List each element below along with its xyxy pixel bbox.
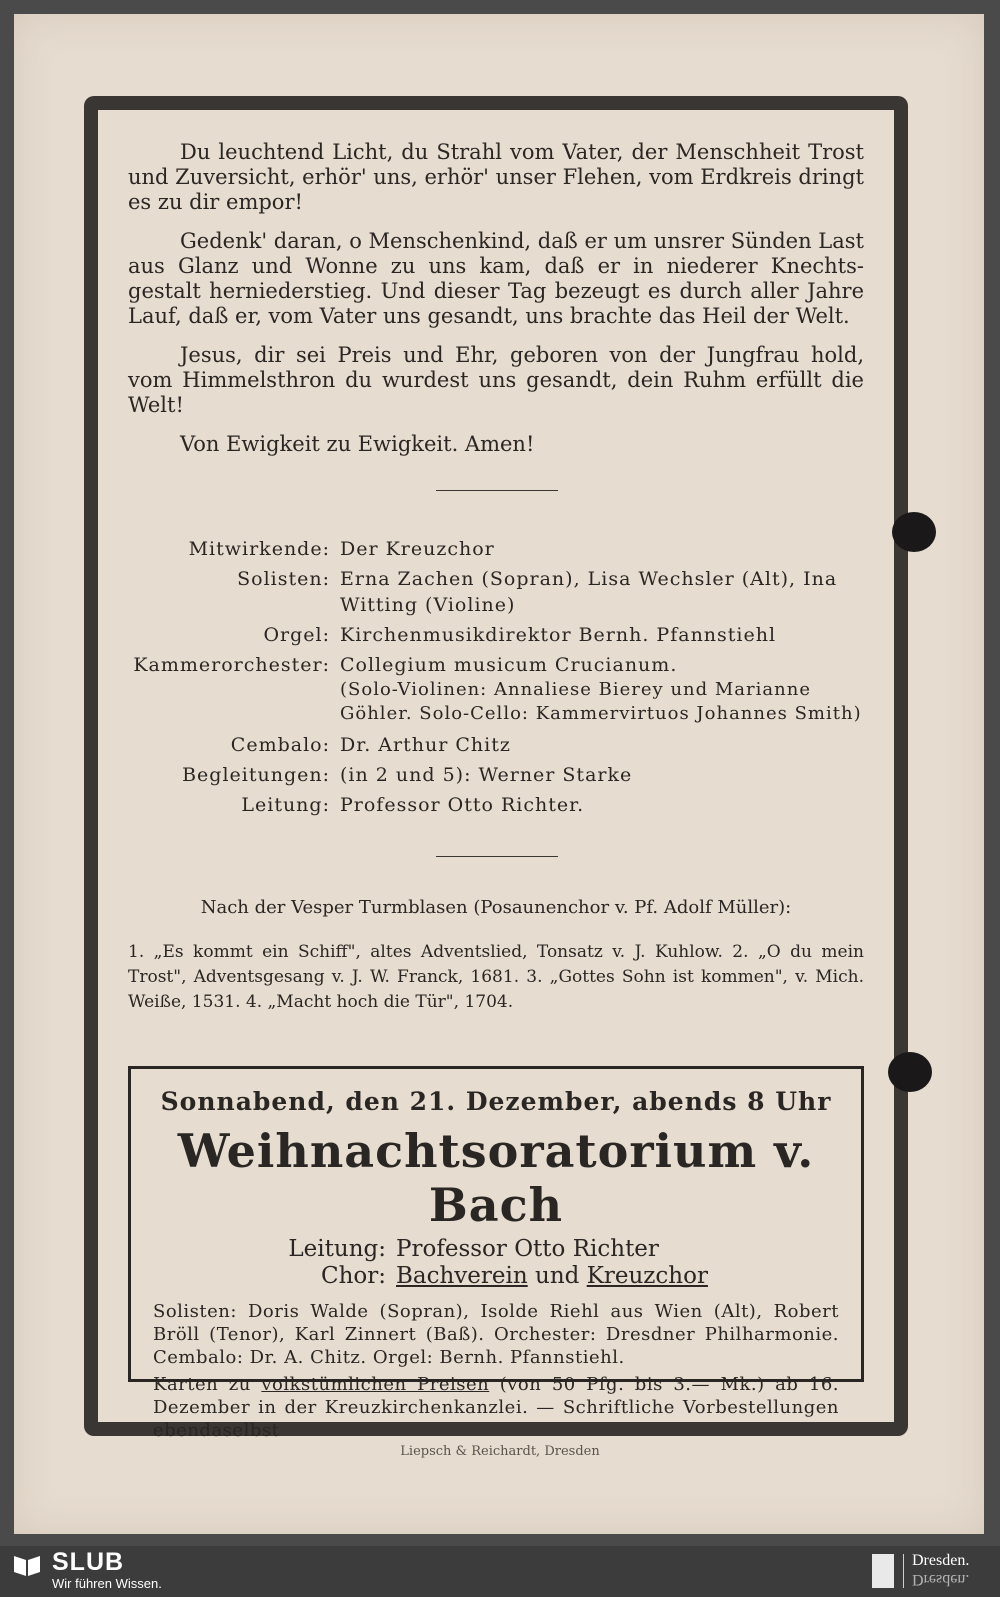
chor-value (396, 1263, 716, 1290)
slub-tagline: Wir führen Wissen. (52, 1576, 162, 1591)
announcement-title: Weihnachtsoratorium v. Bach (177, 1124, 815, 1232)
cast-label: Cembalo: (230, 734, 330, 756)
cast-row (128, 792, 868, 818)
turmblasen-title: Nach der Vesper Turmblasen (Posaunenchor v. Pf. Adolf Müller): (200, 897, 792, 918)
printer-imprint: Liepsch & Reichardt, Dresden (400, 1444, 600, 1459)
footer-divider (903, 1554, 904, 1588)
cast-label: Solisten: (237, 568, 330, 590)
dresden-logo-text[interactable]: Dresden. (912, 1552, 970, 1569)
announcement-box (128, 1066, 864, 1441)
announcement-credits (131, 1236, 861, 1290)
dresden-logo-mirror: Dresden. (912, 1571, 970, 1588)
chor-und: und (527, 1263, 587, 1289)
cast-row (128, 536, 868, 562)
chor-label: Chor: (320, 1263, 386, 1289)
hymn-text (128, 140, 864, 471)
cast-list (128, 536, 868, 822)
announcement-soloists: Solisten: Doris Walde (Sopran), Isolde Riehl aus Wien (Alt), Robert Bröll (Tenor), Karl Zinnert (Baß). Orchester: Dresdner Philharmonie. Cembalo: Dr. A. Chitz. Orgel: Bernh. Pfannstiehl. (153, 1301, 839, 1368)
leitung-line (131, 1236, 861, 1263)
cast-row (128, 732, 868, 758)
chor-kreuzchor: Kreuzchor (586, 1263, 708, 1289)
cast-label: Leitung: (241, 794, 330, 816)
ticket-info (153, 1373, 839, 1442)
slub-logo-text[interactable]: SLUB (52, 1548, 125, 1576)
leitung-value: Professor Otto Richter (396, 1236, 659, 1262)
cast-label: Kammerorchester: (133, 654, 330, 676)
cast-row (128, 622, 868, 648)
footer-bar (0, 1546, 1000, 1597)
punch-hole-upper (892, 512, 936, 552)
cast-value: Professor Otto Richter. (340, 794, 585, 816)
orchestra-soloists-note: (Solo-Violinen: Annaliese Bierey und Marianne Göhler. Solo-Cello: Kammervirtuos Johannes Smith) (340, 679, 862, 724)
ticket-prices: volkstümlichen Preisen (261, 1374, 490, 1395)
hymn-paragraph-1: Du leuchtend Licht, du Strahl vom Vater, der Menschheit Trost und Zuversicht, erhör' uns, erhör' unser Flehen, vom Erdkreis dringt es zu dir empor! (128, 140, 864, 214)
chor-bachverein: Bachverein (396, 1263, 528, 1289)
leitung-label: Leitung: (288, 1236, 386, 1262)
cast-row (128, 566, 868, 618)
dresden-crest-icon (872, 1554, 894, 1588)
ticket-pre: Karten zu (153, 1374, 262, 1395)
cast-label: Orgel: (263, 624, 330, 646)
cast-row (128, 762, 868, 788)
cast-value: Kirchenmusikdirektor Bernh. Pfannstiehl (340, 624, 777, 646)
cast-value: (in 2 und 5): Werner Starke (340, 764, 633, 786)
cast-value: Erna Zachen (Sopran), Lisa Wechsler (Alt), Ina Witting (Violine) (340, 568, 838, 616)
divider-1 (436, 490, 558, 491)
cast-label: Mitwirkende: (188, 538, 330, 560)
cast-value: Dr. Arthur Chitz (340, 734, 511, 756)
cast-value: Collegium musicum Crucianum. (340, 654, 678, 676)
hymn-paragraph-2: Gedenk' daran, o Menschenkind, daß er um unsrer Sünden Last aus Glanz und Wonne zu uns kam, daß er in niederer Knechts-gestalt herniederstieg. Und dieser Tag bezeugt es durch aller Jahre Lauf, daß er, vom Vater uns gesandt, uns brachte das Heil der Welt. (128, 229, 864, 328)
chor-line (131, 1263, 861, 1290)
punch-hole-lower (888, 1052, 932, 1092)
cast-row (128, 652, 868, 678)
turmblasen-program: 1. „Es kommt ein Schiff", altes Adventslied, Tonsatz v. J. Kuhlow. 2. „O du mein Trost", Adventsgesang v. J. W. Franck, 1681. 3. „Gottes Sohn ist kommen", v. Mich. Weiße, 1531. 4. „Macht hoch die Tür", 1704. (128, 942, 864, 1012)
hymn-paragraph-4: Von Ewigkeit zu Ewigkeit. Amen! (180, 432, 535, 456)
hymn-paragraph-3: Jesus, dir sei Preis und Ehr, geboren von der Jungfrau hold, vom Himmelsthron du wurdest uns gesandt, dein Ruhm erfüllt die Welt! (128, 343, 864, 417)
cast-value: Der Kreuzchor (340, 538, 495, 560)
announcement-date: Sonnabend, den 21. Dezember, abends 8 Uhr (160, 1087, 832, 1116)
slub-logo-icon (12, 1552, 42, 1578)
cast-label: Begleitungen: (182, 764, 330, 786)
ticket-post: (von 50 Pfg. bis 3.— Mk.) ab 16. Dezember in der Kreuzkirchenkanzlei. — Schriftliche Vorbestellungen ebendaselbst (153, 1374, 839, 1441)
divider-2 (436, 856, 558, 857)
